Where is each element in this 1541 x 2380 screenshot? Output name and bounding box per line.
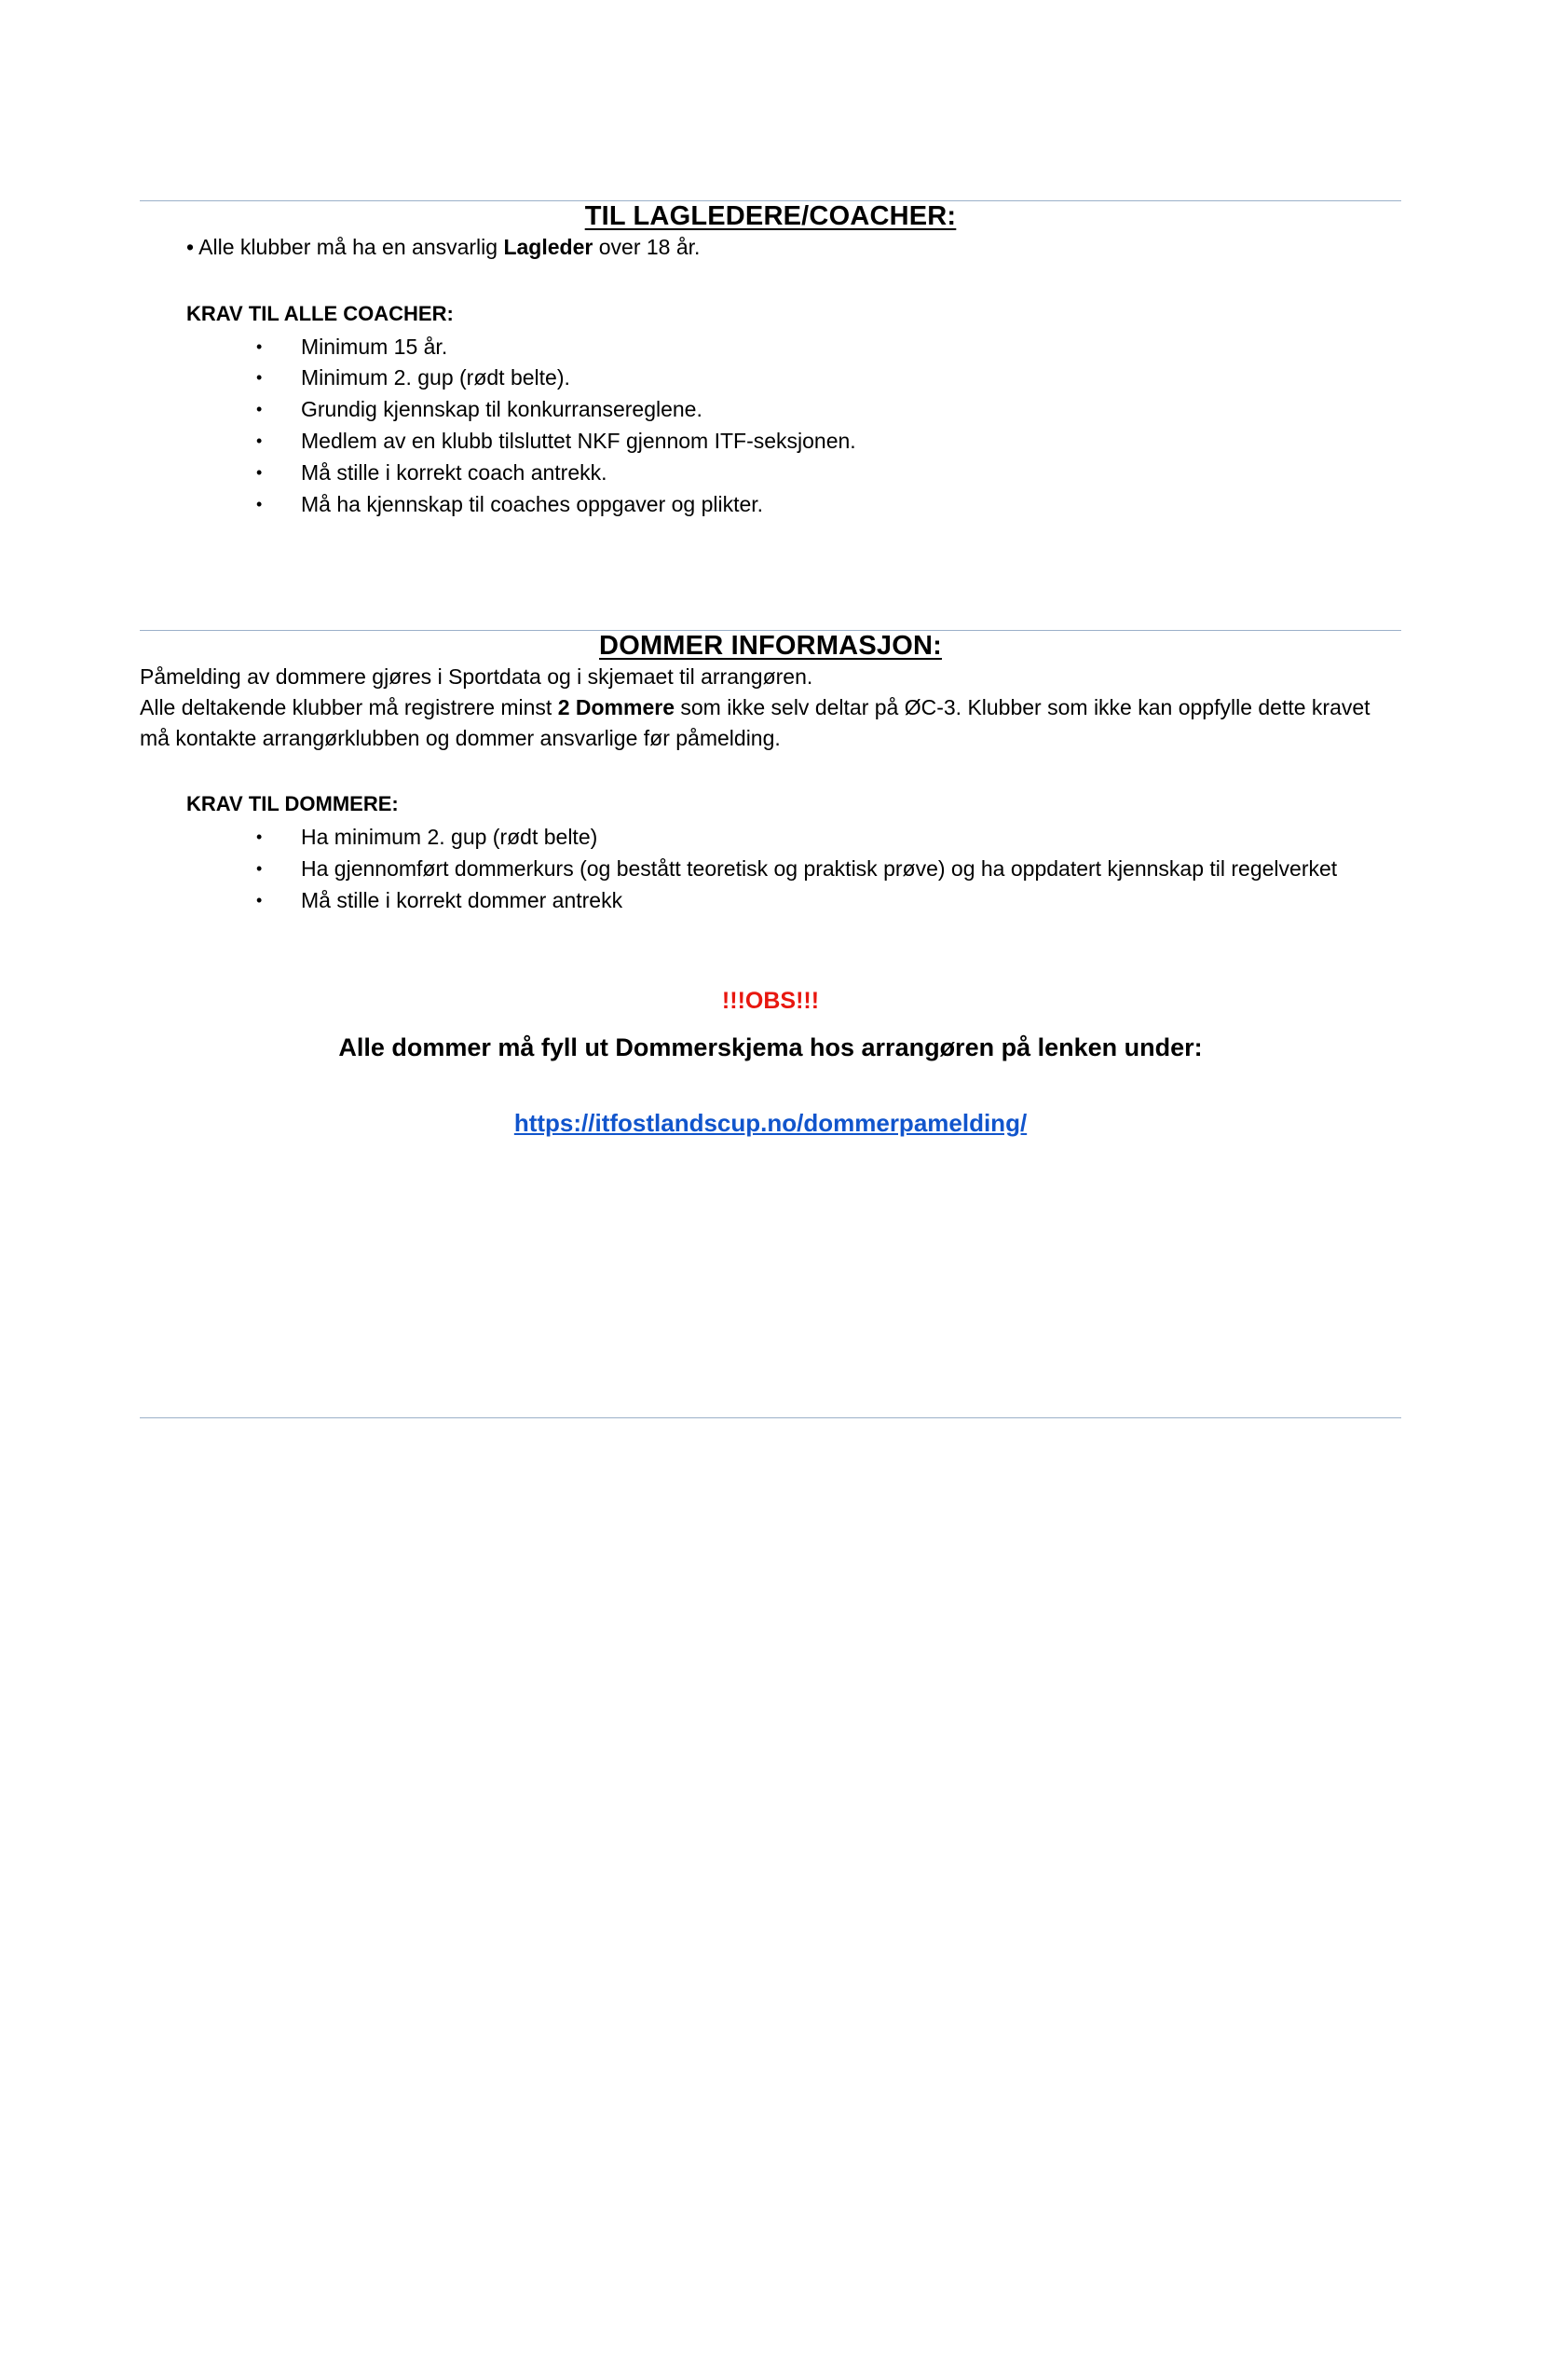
bullet-icon: • bbox=[256, 859, 263, 879]
referees-paragraph-2-suffix: som ikke selv deltar på ØC-3. Klubber som ikke kan oppfylle dette kravet må kontakte arrangørklubben og dommer ansvarlige før påmelding. bbox=[140, 695, 1371, 750]
list-item bbox=[256, 885, 1401, 917]
list-item bbox=[256, 822, 1401, 854]
bullet-icon: • bbox=[256, 431, 263, 451]
list-item bbox=[256, 854, 1401, 885]
bullet-icon: • bbox=[256, 891, 263, 910]
list-item bbox=[256, 362, 1401, 394]
obs-instruction: Alle dommer må fyll ut Dommerskjema hos arrangøren på lenken under: bbox=[338, 1033, 1203, 1061]
page-title-coaches: TIL LAGLEDERE/COACHER: bbox=[584, 201, 957, 231]
referees-requirements-list bbox=[140, 822, 1401, 916]
horizontal-rule-bottom bbox=[140, 1417, 1401, 1418]
referee-form-link[interactable]: https://itfostlandscup.no/dommerpamelding/ bbox=[513, 1108, 1028, 1137]
list-item bbox=[256, 332, 1401, 363]
list-item-label: Ha gjennomført dommerkurs (og bestått teoretisk og praktisk prøve) og ha oppdatert kjennskap til regelverket bbox=[301, 856, 1338, 882]
bullet-icon: • bbox=[256, 400, 263, 419]
list-item-label: Minimum 2. gup (rødt belte). bbox=[301, 365, 570, 390]
bullet-icon: • bbox=[256, 494, 263, 513]
list-item-label: Må ha kjennskap til coaches oppgaver og plikter. bbox=[301, 491, 764, 516]
coaches-requirements-list bbox=[140, 332, 1401, 521]
coaches-requirements-heading: KRAV TIL ALLE COACHER: bbox=[186, 301, 454, 325]
bullet-icon: • bbox=[256, 828, 263, 847]
list-item bbox=[256, 426, 1401, 458]
bullet-icon: • bbox=[256, 368, 263, 388]
list-item-label: Medlem av en klubb tilsluttet NKF gjennom ITF-seksjonen. bbox=[301, 429, 856, 454]
coaches-intro-prefix: • Alle klubber må ha en ansvarlig bbox=[186, 235, 504, 259]
obs-notice: !!!OBS!!! bbox=[721, 987, 820, 1014]
referees-requirements-heading: KRAV TIL DOMMERE: bbox=[186, 792, 399, 816]
referees-paragraph-2-bold: 2 Dommere bbox=[557, 695, 675, 720]
coaches-intro-paragraph bbox=[140, 232, 1401, 263]
page-title-referees: DOMMER INFORMASJON: bbox=[599, 631, 942, 662]
referees-paragraph-2 bbox=[140, 692, 1401, 753]
list-item bbox=[256, 458, 1401, 489]
referees-paragraph-2-prefix: Alle deltakende klubber må registrere minst bbox=[140, 695, 558, 720]
bullet-icon: • bbox=[256, 336, 263, 356]
list-item-label: Må stille i korrekt dommer antrekk bbox=[301, 888, 623, 912]
list-item-label: Minimum 15 år. bbox=[301, 334, 448, 359]
document-page bbox=[0, 200, 1541, 2380]
list-item-label: Må stille i korrekt coach antrekk. bbox=[301, 459, 607, 485]
list-item-label: Grundig kjennskap til konkurransereglene. bbox=[301, 397, 702, 422]
list-item bbox=[256, 489, 1401, 521]
list-item-label: Ha minimum 2. gup (rødt belte) bbox=[301, 825, 598, 850]
referee-form-link-container bbox=[140, 1062, 1401, 1138]
list-item bbox=[256, 394, 1401, 426]
coaches-intro-bold: Lagleder bbox=[503, 235, 593, 259]
coaches-intro-suffix: over 18 år. bbox=[593, 235, 701, 259]
bullet-icon: • bbox=[256, 462, 263, 482]
referees-paragraph-1: Påmelding av dommere gjøres i Sportdata og i skjemaet til arrangøren. bbox=[140, 664, 813, 690]
